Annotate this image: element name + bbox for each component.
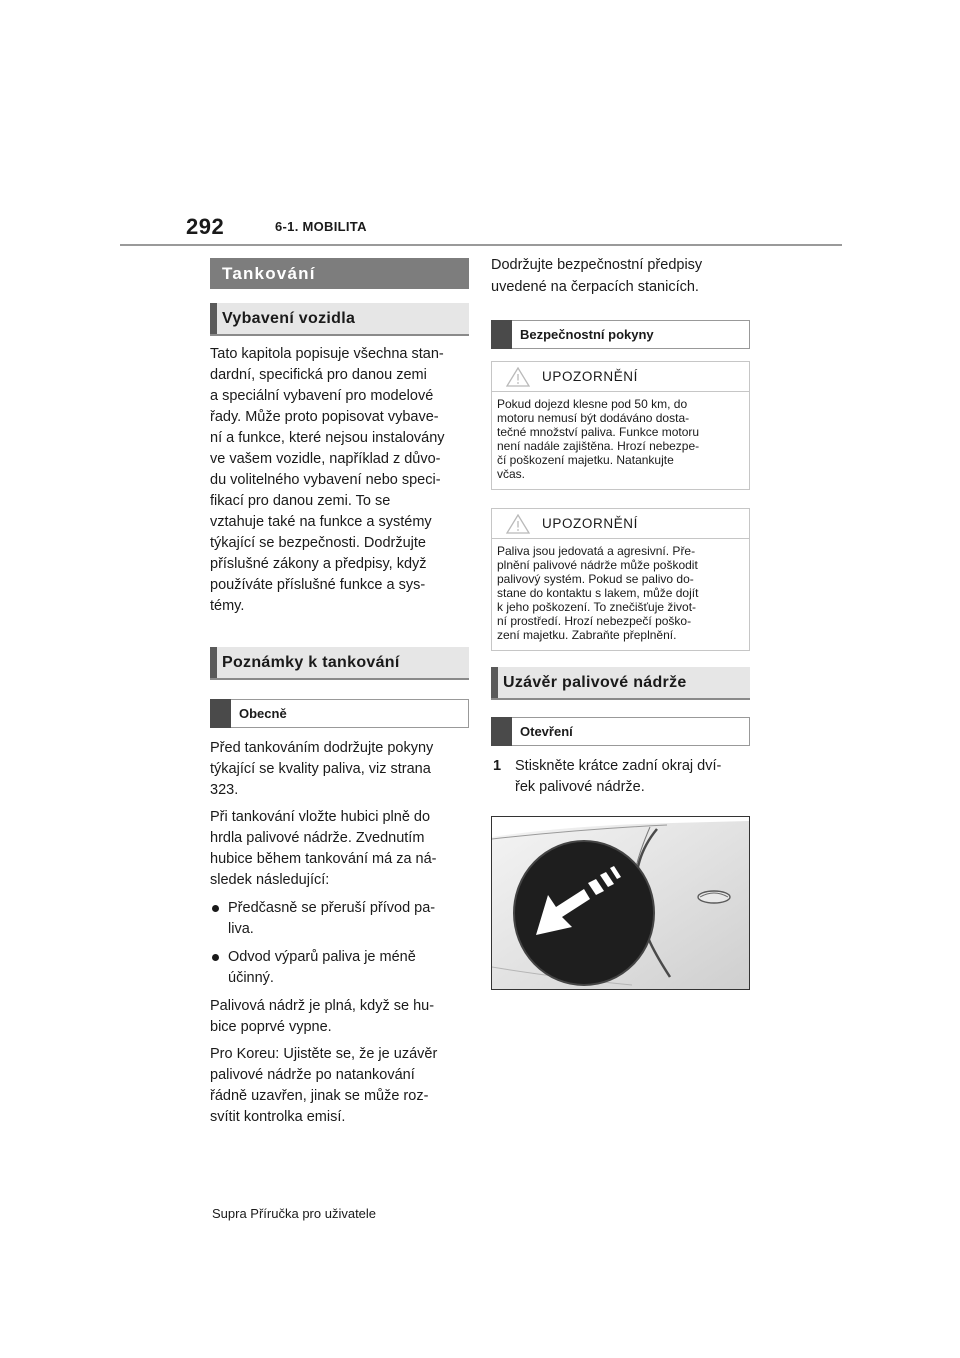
text-line: řek palivové nádrže. [515, 779, 645, 795]
general-heading: Obecně [210, 699, 469, 728]
text-line: Tato kapitola popisuje všechna stan- [210, 346, 444, 362]
text-line: řady. Může proto popisovat vybave- [210, 409, 439, 425]
text-line: a speciální vybavení pro modelové [210, 388, 434, 404]
step-number: 1 [493, 758, 502, 774]
refuel-notes-heading: Poznámky k tankování [210, 647, 469, 680]
text-line: k jeho poškození. To znečišťuje život- [497, 600, 697, 614]
page-number: 292 [186, 214, 225, 239]
station-rules-paragraph [491, 254, 750, 298]
warning-triangle-icon [506, 367, 530, 387]
quality-paragraph [210, 738, 469, 801]
warning-box [491, 508, 750, 651]
text-line: 323. [210, 782, 239, 798]
safety-heading: Bezpečnostní pokyny [491, 320, 750, 349]
text-line: stane do kontaktu s lakem, může dojít [497, 586, 699, 600]
text-line: uvedené na čerpacích stanicích. [491, 279, 699, 295]
text-line: témy. [210, 598, 245, 614]
list-item [210, 898, 469, 940]
fuel-cap-heading: Uzávěr palivové nádrže [491, 667, 750, 700]
warning-text [492, 539, 749, 650]
list-item [210, 947, 469, 989]
text-line: týkající se kvality paliva, viz strana [210, 761, 431, 777]
text-line: řádně uzavřen, jinak se může roz- [210, 1088, 429, 1104]
text-line: Před tankováním dodržujte pokyny [210, 740, 434, 756]
text-line: dardní, specifická pro danou zemi [210, 367, 427, 383]
consequence-list [210, 898, 469, 989]
text-line: ve vašem vozidle, například z důvo- [210, 451, 441, 467]
warning-text [492, 392, 749, 489]
text-line: ní prostředí. Hrozí nebezpečí poško- [497, 614, 692, 628]
equipment-heading: Vybavení vozidla [210, 303, 469, 336]
text-line: účinný. [228, 970, 274, 986]
right-column [491, 254, 750, 990]
text-line: Palivová nádrž je plná, když se hu- [210, 998, 435, 1014]
equipment-paragraph [210, 344, 469, 617]
text-line: Odvod výparů paliva je méně [228, 949, 416, 965]
text-line: zení majetku. Zabraňte přeplnění. [497, 628, 677, 642]
warning-title: UPOZORNĚNÍ [542, 369, 639, 384]
text-line: tečné množství paliva. Funkce motoru [497, 425, 700, 439]
warning-triangle-icon [506, 514, 530, 534]
header-rule [120, 244, 842, 246]
warning-header [492, 362, 749, 392]
section-label: 6-1. MOBILITA [275, 219, 367, 234]
text-line: hrdla palivové nádrže. Zvednutím [210, 830, 425, 846]
text-line: palivový systém. Pokud se palivo do- [497, 572, 694, 586]
step-1 [491, 756, 750, 798]
fuel-flap-illustration [491, 816, 750, 990]
fuel-flap-drawing [492, 817, 749, 989]
opening-heading: Otevření [491, 717, 750, 746]
text-line: bice poprvé vypne. [210, 1019, 332, 1035]
full-tank-paragraph [210, 996, 469, 1038]
text-line: Předčasně se přeruší přívod pa- [228, 900, 436, 916]
text-line: Paliva jsou jedovatá a agresivní. Pře- [497, 544, 696, 558]
text-line: ní a funkce, které nejsou instalovány [210, 430, 445, 446]
text-line: svítit kontrolka emisí. [210, 1109, 346, 1125]
nozzle-paragraph [210, 807, 469, 891]
text-line: Stiskněte krátce zadní okraj dví- [515, 758, 722, 774]
text-line: liva. [228, 921, 254, 937]
text-line: motoru nemusí být dodáváno dosta- [497, 411, 690, 425]
text-line: týkající se bezpečnosti. Dodržujte [210, 535, 426, 551]
chapter-title: Tankování [210, 258, 469, 289]
footer-text: Supra Příručka pro uživatele [212, 1206, 377, 1221]
text-line: není nadále zajištěna. Hrozí nebezpe- [497, 439, 700, 453]
text-line: Pro Koreu: Ujistěte se, že je uzávěr [210, 1046, 438, 1062]
warning-box [491, 361, 750, 490]
text-line: plnění palivové nádrže může poškodit [497, 558, 698, 572]
korea-paragraph [210, 1044, 469, 1128]
text-line: palivové nádrže po natankování [210, 1067, 415, 1083]
text-line: Při tankování vložte hubici plně do [210, 809, 431, 825]
text-line: hubice během tankování má za ná- [210, 851, 437, 867]
text-line: příslušné zákony a předpisy, když [210, 556, 427, 572]
text-line: Dodržujte bezpečnostní předpisy [491, 257, 703, 273]
text-line: du volitelného vybavení nebo speci- [210, 472, 441, 488]
text-line: používáte příslušné funkce a sys- [210, 577, 426, 593]
text-line: Pokud dojezd klesne pod 50 km, do [497, 397, 688, 411]
warning-header [492, 509, 749, 539]
text-line: vztahuje také na funkce a systémy [210, 514, 432, 530]
text-line: fikací pro danou zemi. To se [210, 493, 391, 509]
text-line: čí poškození majetku. Natankujte [497, 453, 674, 467]
warning-title: UPOZORNĚNÍ [542, 516, 639, 531]
text-line: sledek následující: [210, 872, 330, 888]
text-line: včas. [497, 467, 526, 481]
left-column [210, 258, 469, 1128]
